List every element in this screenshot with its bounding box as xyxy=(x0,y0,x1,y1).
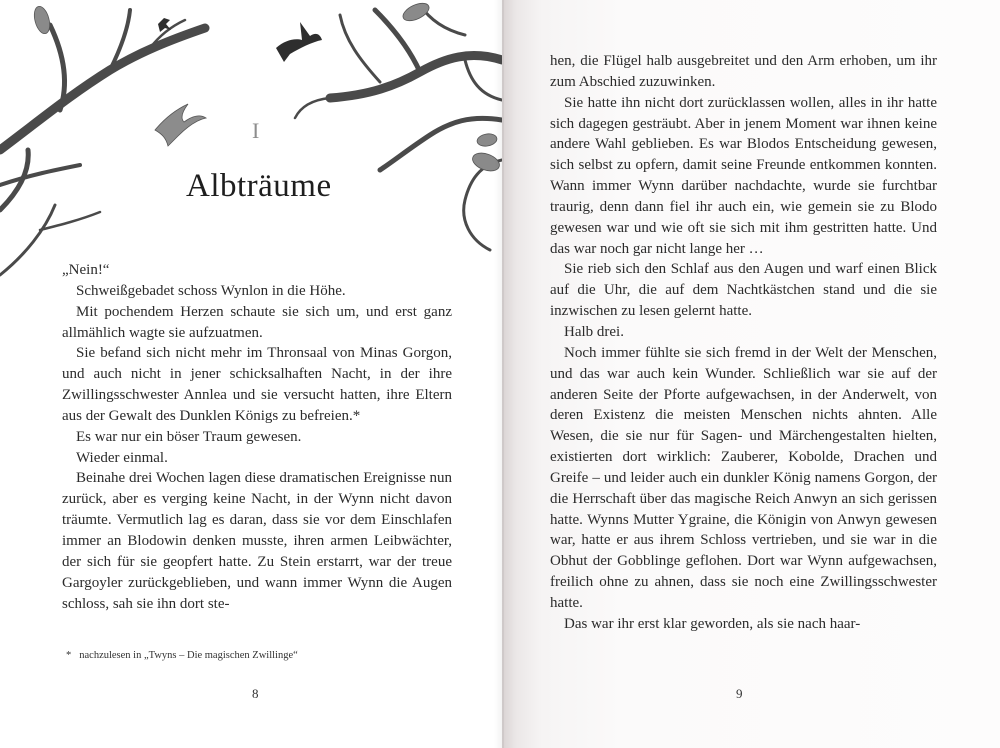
paragraph: Mit pochendem Herzen schaute sie sich um, und erst ganz allmählich wagte sie aufzuatmen. xyxy=(62,303,452,341)
bird-icon xyxy=(155,104,206,146)
right-page xyxy=(502,0,1000,748)
paragraph: Schweißgebadet schoss Wynlon in die Höhe. xyxy=(76,282,346,299)
leaf-icon xyxy=(476,132,498,147)
footnote xyxy=(66,650,298,661)
chapter-number: I xyxy=(252,118,261,143)
paragraph: Sie befand sich nicht mehr im Thronsaal von Minas Gorgon, und auch nicht in jener schicksalhaften Nacht, in der ihre Zwillingsschwester Annlea und sie versucht hatten, ihre Eltern aus der Gewalt des Dunklen Königs zu befreien.* xyxy=(62,345,452,424)
paragraph: Halb drei. xyxy=(564,323,624,340)
paragraph: hen, die Flügel halb ausgebreitet und den Arm erhoben, um ihr zum Abschied zuzuwinken. xyxy=(550,53,937,90)
paragraph: Wieder einmal. xyxy=(76,449,168,466)
paragraph: Noch immer fühlte sie sich fremd in der Welt der Menschen, und das war auch kein Wunder. Schließlich war sie auf der anderen Seite der Pforte aufgewachsen, in der Anderwelt, von deren Existenz die meisten Menschen nichts ahnten. Alle Wesen, die sie nur für Sagen- und Märchengestalten hielten, existierten dort wirklich: Zauberer, Kobolde, Drachen und Greife – und leider auch ein dunkler König namens Gorgon, der die Herrschaft über das magische Reich Anwyn an sich gerissen hatte. Wynns Mutter Ygraine, die Königin von Anwyn gewesen war, hatte er aus ihrem Schloss vertrieben, und sie war in die Obhut der Gobblinge geflohen. Dort war Wynn aufgewachsen, freilich ohne zu ahnen, dass sie noch eine Zwillingsschwester hatte. xyxy=(550,344,937,611)
page-number-left: 8 xyxy=(252,686,259,701)
footnote-mark: * xyxy=(66,650,72,661)
paragraph: Es war nur ein böser Traum gewesen. xyxy=(76,428,302,445)
leaf-icon xyxy=(400,0,431,24)
right-page-text xyxy=(550,51,937,635)
paragraph: Sie hatte ihn nicht dort zurücklassen wollen, alles in ihr hatte sich dagegen gesträubt. Aber in jenem Moment war ihnen keine andere Wahl geblieben. Es war Blodos Entscheidung gewesen, sich selbst zu opfern, damit seine Freunde entkommen konnten. Wann immer Wynn darüber nachdachte, wurde sie furchtbar traurig, denn dann fiel ihr auch ein, wie gemein sie zu Blodo gewesen war und wie oft sie sich mit ihm gestritten hatte. Und das war noch gar nicht lange her … xyxy=(550,94,937,257)
bird-icon xyxy=(276,22,322,62)
footnote-text: nachzulesen in „Twyns – Die magischen Zwillinge“ xyxy=(79,650,298,661)
leaf-icon xyxy=(470,150,502,175)
paragraph: Das war ihr erst klar geworden, als sie nach haar- xyxy=(564,615,861,632)
paragraph: „Nein!“ xyxy=(62,262,110,278)
paragraph: Sie rieb sich den Schlaf aus den Augen und warf einen Blick auf die Uhr, die auf dem Nachtkästchen stand und die sie inzwischen zu lesen gelernt hatte. xyxy=(550,261,937,320)
tree-branch-illustration xyxy=(0,0,502,300)
left-page-text xyxy=(62,260,452,614)
page-number-right: 9 xyxy=(736,686,743,701)
leaf-icon xyxy=(32,5,53,36)
chapter-title: Albträume xyxy=(186,168,332,204)
paragraph: Beinahe drei Wochen lagen diese dramatischen Ereignisse nun zurück, aber es verging keine Nacht, in der Wynn nicht davon träumte. Vermutlich lag es daran, dass sie vor dem Einschlafen immer an Blodowin denken musste, ihren armen Leibwächter, der sich für sie geopfert hatte. Zu Stein erstarrt, war der treue Gargoyler zurückgeblieben, und wann immer Wynn die Augen schloss, sah sie ihn dort ste- xyxy=(62,470,452,612)
